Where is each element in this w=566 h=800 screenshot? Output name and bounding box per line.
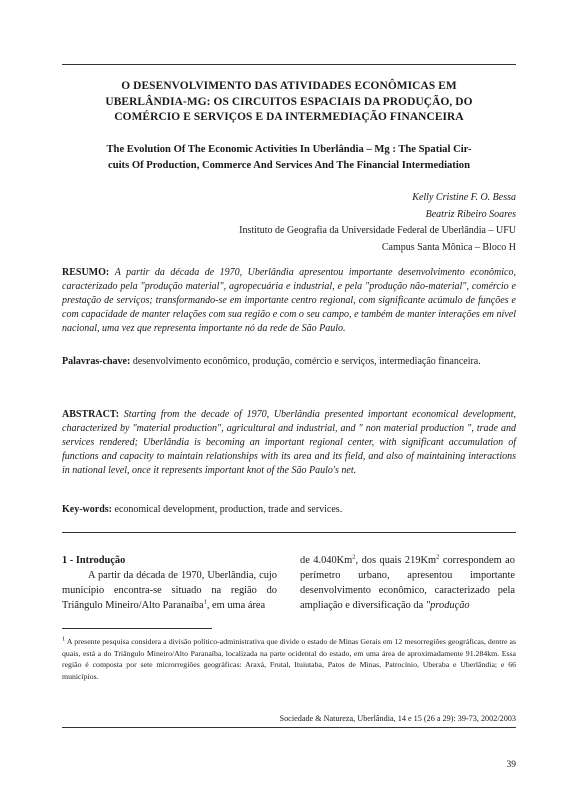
footnote-marker: 1 — [62, 635, 66, 643]
intro-right-column — [300, 553, 515, 613]
keywords-text: economical development, production, trade and services. — [114, 504, 343, 515]
author-name: Kelly Cristine F. O. Bessa — [412, 192, 516, 203]
title-line: UBERLÂNDIA-MG: OS CIRCUITOS ESPACIAIS DA PRODUÇÃO, DO — [105, 95, 473, 108]
footnote — [62, 636, 516, 682]
title-line: O DESENVOLVIMENTO DAS ATIVIDADES ECONÔMICAS EM — [121, 80, 457, 92]
keywords-paragraph — [62, 503, 516, 517]
keywords-label: Key-words: — [62, 504, 112, 515]
footnote-text: A presente pesquisa considera a divisão político-administrativa que divide o estado de Minas Gerais em 12 mesorregiões geográficas, dentre as quais, está a do Triângulo Mineiro/Alto Paranaíba, localizada na parte ocidental do estado, em uma área de aproximadamente 91.284km. Essa região é composta por sete microrregiões geográficas: Araxá, Frutal, Ituiutaba, Patos de Minas, Patrocínio, Uberaba e Uberlândia; e 66 municípios. — [62, 637, 517, 681]
author-name: Beatriz Ribeiro Soares — [425, 208, 516, 220]
intro-right-text-c: correspondem ao perímetro urbano, apresentou importante desenvolvimento econômico, caracterizado pela ampliação e diversificação da — [300, 555, 515, 611]
journal-citation: Sociedade & Natureza, Uberlândia, 14 e 15 (26 a 29): 39-73, 2002/2003 — [279, 714, 516, 723]
intro-left-text — [62, 568, 277, 613]
top-rule — [62, 64, 516, 65]
superscript: 2 — [436, 553, 440, 561]
intro-right-text-b: , dos quais 219Km — [355, 555, 437, 566]
footer-rule — [62, 727, 516, 728]
author-institution: Instituto de Geografia da Universidade Federal de Uberlândia – UFU — [239, 225, 516, 236]
author-block — [239, 190, 516, 256]
abstract-label: ABSTRACT: — [62, 409, 120, 420]
palavras-chave-label: Palavras-chave: — [62, 356, 131, 367]
abstract-text: Starting from the decade of 1970, Uberlândia presented important economical development, characterized by "material production", agricultural and industrial, and " non material production ", trade and services rendered; Uberlândia is becoming an important regional center, with significant accumulation of functions and capacity to maintain relationships with its area and its field, and also of maintaining interactions in national level, once it represents important knot of the São Paulo's net. — [62, 409, 517, 476]
title-line: COMÉRCIO E SERVIÇOS E DA INTERMEDIAÇÃO FINANCEIRA — [114, 111, 464, 123]
author-campus: Campus Santa Mônica – Bloco H — [381, 241, 516, 253]
resumo-label: RESUMO: — [62, 267, 110, 278]
intro-right-text-a: de 4.040Km — [300, 555, 353, 566]
intro-left-column — [62, 553, 277, 613]
intro-heading: 1 - Introdução — [62, 555, 126, 566]
intro-left-text-b: , em uma área — [206, 600, 266, 611]
subtitle-line: cuits Of Production, Commerce And Services And The Financial Intermediation — [108, 159, 470, 171]
intro-left-text-a: A partir da década de 1970, Uberlândia, cujo município encontra-se situado na região do Triângulo Mineiro/Alto Paranaíba — [62, 570, 277, 611]
subtitle-line: The Evolution Of The Economic Activities In Uberlândia – Mg : The Spatial Cir- — [106, 144, 472, 155]
palavras-chave-paragraph — [62, 355, 516, 369]
palavras-chave-text: desenvolvimento econômico, produção, comércio e serviços, intermediação financeira. — [132, 356, 481, 367]
intro-right-text-italic: "produção — [425, 600, 470, 611]
section-rule — [62, 532, 516, 533]
resumo-paragraph — [62, 266, 516, 336]
resumo-text: A partir da década de 1970, Uberlândia apresentou importante desenvolvimento econômico, caracterizado pela "produção material", agropecuária e industrial, e pela "produção não-material", comércio e prestação de serviços; transformando-se em importante centro regional, com significante acúmulo de funções e com capacidade de manter relações com sua região e com o seu campo, e também de manter interações em nível nacional, uma vez que representa importante nó da rede de São Paulo. — [62, 267, 516, 334]
article-subtitle — [62, 142, 516, 173]
footnote-ref: 1 — [203, 598, 207, 606]
article-title — [62, 79, 516, 126]
page-number: 39 — [506, 760, 516, 770]
superscript: 2 — [352, 553, 356, 561]
footnote-rule — [62, 628, 212, 629]
abstract-paragraph — [62, 408, 516, 478]
